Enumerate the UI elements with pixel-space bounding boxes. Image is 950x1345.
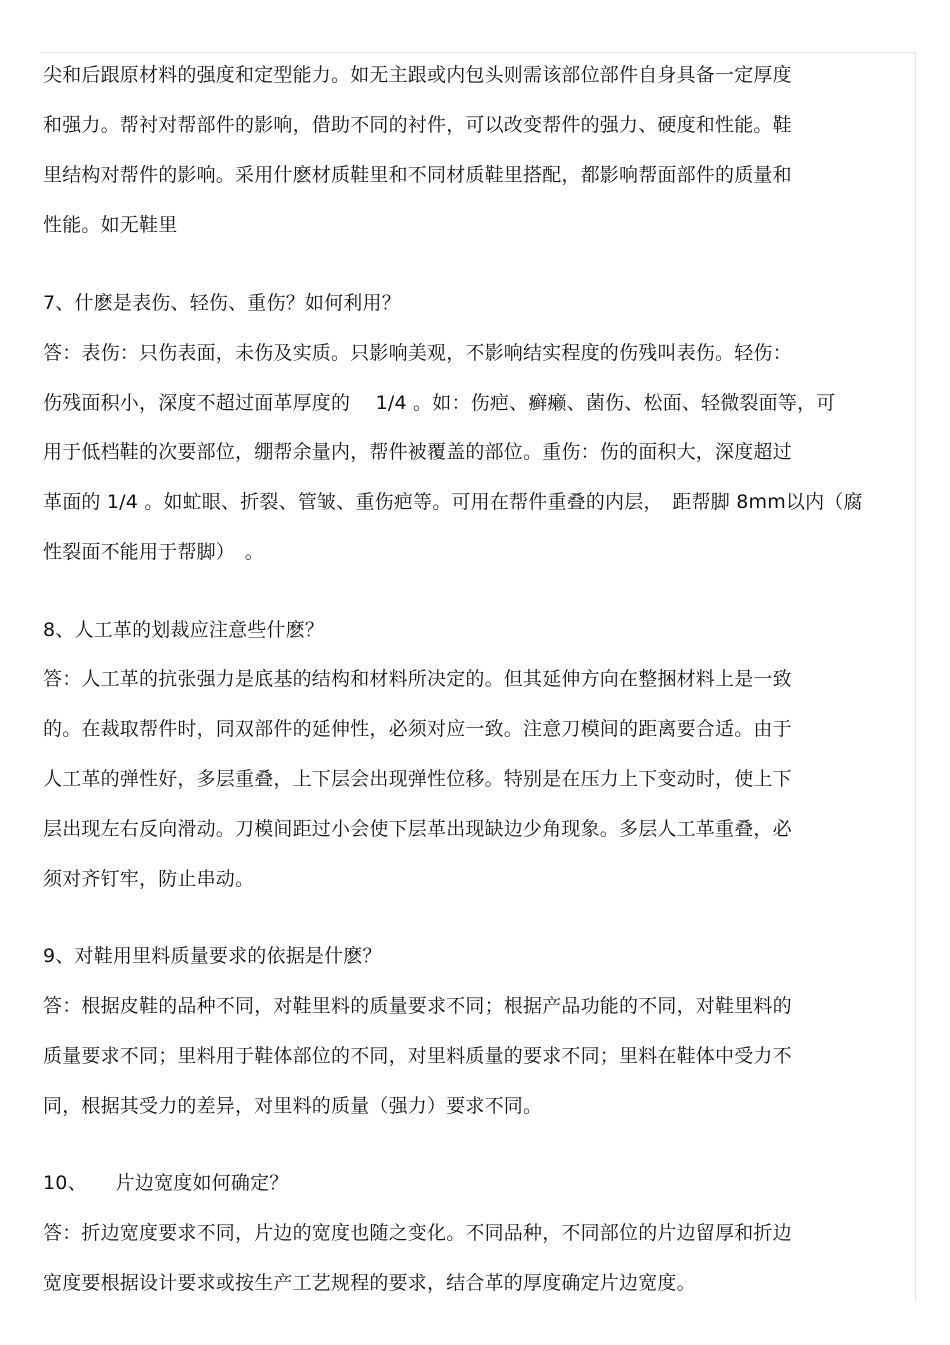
question-heading-9: 9、对鞋用里料质量要求的依据是什麽？: [43, 945, 382, 967]
answer-line: 答：表伤：只伤表面，未伤及实质。只影响美观，不影响结实程度的伤残叫表伤。轻伤：: [43, 342, 792, 364]
paragraph-line: 性能。如无鞋里: [43, 214, 178, 236]
page-right-border: [915, 52, 916, 1302]
answer-line: 答：折边宽度要求不同，片边的宽度也随之变化。不同品种，不同部位的片边留厚和折边: [43, 1222, 792, 1244]
page-top-border: [40, 52, 916, 53]
answer-line: 答：根据皮鞋的品种不同，对鞋里料的质量要求不同；根据产品功能的不同，对鞋里料的: [43, 995, 792, 1017]
question-heading-10: 10、 片边宽度如何确定？: [43, 1172, 289, 1194]
answer-line: 性裂面不能用于帮脚） 。: [43, 541, 264, 563]
answer-line: 伤残面积小，深度不超过面革厚度的 1/4 。如：伤疤、癣癞、菌伤、松面、轻微裂面等，可: [43, 392, 836, 414]
question-heading-8: 8、人工革的划裁应注意些什麽？: [43, 619, 325, 641]
answer-line: 人工革的弹性好，多层重叠，上下层会出现弹性位移。特别是在压力上下变动时，使上下: [43, 768, 792, 790]
question-heading-7: 7、什麽是表伤、轻伤、重伤？如何利用？: [43, 292, 401, 314]
answer-line: 须对齐钉牢，防止串动。: [43, 868, 255, 890]
answer-line: 质量要求不同；里料用于鞋体部位的不同，对里料质量的要求不同；里料在鞋体中受力不: [43, 1045, 792, 1067]
answer-line: 的。在裁取帮件时，同双部件的延伸性，必须对应一致。注意刀模间的距离要合适。由于: [43, 718, 792, 740]
answer-line: 同，根据其受力的差异，对里料的质量（强力）要求不同。: [43, 1095, 543, 1117]
paragraph-line: 和强力。帮衬对帮部件的影响，借助不同的衬件，可以改变帮件的强力、硬度和性能。鞋: [43, 114, 792, 136]
answer-line: 层出现左右反向滑动。刀模间距过小会使下层革出现缺边少角现象。多层人工革重叠，必: [43, 818, 792, 840]
paragraph-line: 里结构对帮件的影响。采用什麽材质鞋里和不同材质鞋里搭配，都影响帮面部件的质量和: [43, 164, 792, 186]
answer-line: 用于低档鞋的次要部位，绷帮余量内，帮件被覆盖的部位。重伤：伤的面积大，深度超过: [43, 441, 792, 463]
answer-line: 革面的 1/4 。如虻眼、折裂、管皱、重伤疤等。可用在帮件重叠的内层， 距帮脚 8mm以内（腐: [43, 491, 863, 513]
answer-line: 答：人工革的抗张强力是底基的结构和材料所决定的。但其延伸方向在整捆材料上是一致: [43, 668, 792, 690]
paragraph-line: 尖和后跟原材料的强度和定型能力。如无主跟或内包头则需该部位部件自身具备一定厚度: [43, 64, 792, 86]
answer-line: 宽度要根据设计要求或按生产工艺规程的要求，结合革的厚度确定片边宽度。: [43, 1272, 696, 1294]
